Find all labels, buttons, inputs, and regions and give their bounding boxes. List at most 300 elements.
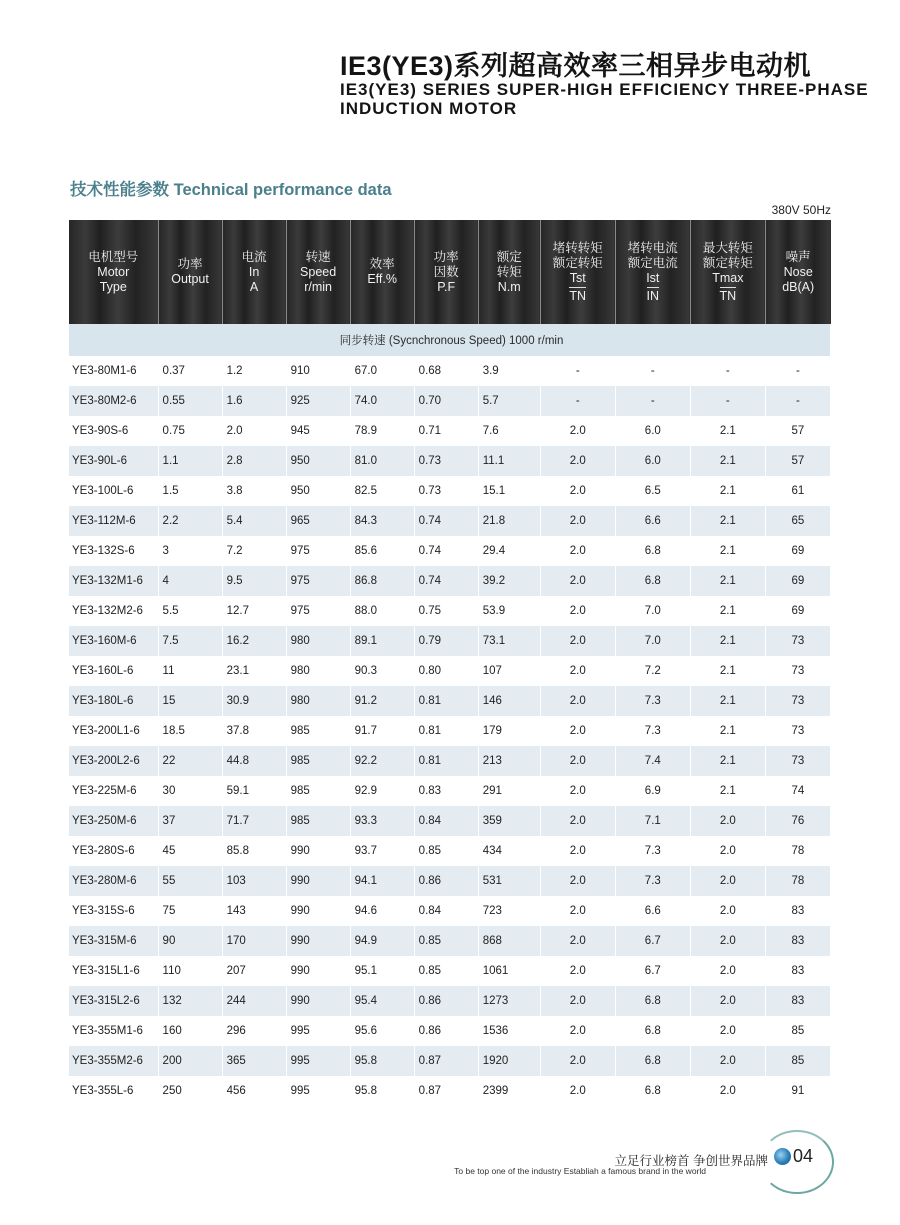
table-cell: 2.1 — [690, 596, 765, 626]
table-cell: 83 — [765, 956, 830, 986]
header-line: Tst — [569, 270, 586, 285]
header-line: 额定 — [496, 249, 522, 264]
table-cell: 2.1 — [690, 446, 765, 476]
table-cell: 61 — [765, 476, 830, 506]
table-cell: 1061 — [478, 956, 540, 986]
table-cell: YE3-80M1-6 — [69, 356, 158, 386]
header-line: 电流 — [241, 249, 267, 264]
table-cell: 2.1 — [690, 776, 765, 806]
table-row — [69, 896, 831, 926]
table-cell: 78 — [765, 866, 830, 896]
table-row — [69, 536, 831, 566]
table-cell: YE3-90L-6 — [69, 446, 158, 476]
header-cell — [158, 220, 222, 324]
table-cell: YE3-200L2-6 — [69, 746, 158, 776]
table-cell: YE3-132S-6 — [69, 536, 158, 566]
table-cell: 2.2 — [158, 506, 222, 536]
table-cell: YE3-250M-6 — [69, 806, 158, 836]
table-cell: YE3-280S-6 — [69, 836, 158, 866]
table-cell: 6.8 — [615, 1016, 690, 1046]
table-row — [69, 1016, 831, 1046]
table-cell: 975 — [286, 596, 350, 626]
table-cell: 75 — [158, 896, 222, 926]
table-cell: 213 — [478, 746, 540, 776]
table-cell: 7.0 — [615, 626, 690, 656]
table-cell: 990 — [286, 836, 350, 866]
table-cell: 2.0 — [690, 896, 765, 926]
header-line: 噪声 — [785, 249, 811, 264]
table-cell: 2.1 — [690, 476, 765, 506]
table-cell: 15.1 — [478, 476, 540, 506]
table-cell: YE3-280M-6 — [69, 866, 158, 896]
header-line: 最大转矩 — [702, 240, 753, 255]
table-cell: 11.1 — [478, 446, 540, 476]
header-cell — [478, 220, 540, 324]
table-cell: 1.5 — [158, 476, 222, 506]
table-cell: 995 — [286, 1046, 350, 1076]
table-cell: 2.0 — [690, 1016, 765, 1046]
table-cell: 7.5 — [158, 626, 222, 656]
table-cell: 1.1 — [158, 446, 222, 476]
table-cell: 0.75 — [158, 416, 222, 446]
table-cell: 6.8 — [615, 986, 690, 1016]
table-cell: 868 — [478, 926, 540, 956]
table-cell: 1.2 — [222, 356, 286, 386]
performance-table — [69, 220, 831, 1106]
table-cell: 359 — [478, 806, 540, 836]
header-line: r/min — [304, 279, 333, 294]
table-cell: 92.9 — [350, 776, 414, 806]
table-cell: 5.4 — [222, 506, 286, 536]
table-row — [69, 776, 831, 806]
table-cell: 2.0 — [690, 1046, 765, 1076]
table-cell: 71.7 — [222, 806, 286, 836]
header-line: 堵转转矩 — [552, 240, 603, 255]
table-cell: 3 — [158, 536, 222, 566]
table-cell: 0.80 — [414, 656, 478, 686]
table-cell: 110 — [158, 956, 222, 986]
table-cell: 2.0 — [540, 776, 615, 806]
table-cell: 95.1 — [350, 956, 414, 986]
table-cell: 0.81 — [414, 746, 478, 776]
table-cell: - — [615, 356, 690, 386]
table-cell: YE3-315L2-6 — [69, 986, 158, 1016]
table-cell: 69 — [765, 536, 830, 566]
table-cell: 22 — [158, 746, 222, 776]
header-line: Speed — [300, 264, 337, 279]
table-cell: 990 — [286, 866, 350, 896]
sync-speed-label: 同步转速 (Sycnchronous Speed) 1000 r/min — [69, 324, 831, 356]
table-cell: 2.1 — [690, 656, 765, 686]
table-cell: 910 — [286, 356, 350, 386]
table-cell: YE3-90S-6 — [69, 416, 158, 446]
table-cell: 85.6 — [350, 536, 414, 566]
table-cell: YE3-80M2-6 — [69, 386, 158, 416]
table-cell: 2.0 — [690, 986, 765, 1016]
table-cell: 45 — [158, 836, 222, 866]
header-cell — [414, 220, 478, 324]
table-row — [69, 956, 831, 986]
header-line: 功率 — [177, 257, 203, 271]
table-cell: 0.85 — [414, 956, 478, 986]
table-cell: 925 — [286, 386, 350, 416]
table-cell: 95.4 — [350, 986, 414, 1016]
table-cell: 975 — [286, 536, 350, 566]
table-row — [69, 566, 831, 596]
table-cell: 531 — [478, 866, 540, 896]
table-row — [69, 806, 831, 836]
header-line: Eff.% — [367, 272, 397, 286]
table-cell: 94.6 — [350, 896, 414, 926]
table-cell: 78 — [765, 836, 830, 866]
table-cell: 7.1 — [615, 806, 690, 836]
table-cell: 89.1 — [350, 626, 414, 656]
header-line: N.m — [497, 279, 521, 294]
table-cell: 91.7 — [350, 716, 414, 746]
table-cell: 78.9 — [350, 416, 414, 446]
table-cell: 59.1 — [222, 776, 286, 806]
table-row — [69, 356, 831, 386]
footer-slogan-cn: 立足行业榜首 争创世界品牌 — [614, 1154, 768, 1168]
table-row — [69, 866, 831, 896]
table-cell: 69 — [765, 596, 830, 626]
table-cell: 90.3 — [350, 656, 414, 686]
table-cell: 179 — [478, 716, 540, 746]
table-cell: YE3-315M-6 — [69, 926, 158, 956]
header-line: 转矩 — [496, 264, 522, 279]
table-cell: 2.0 — [540, 1076, 615, 1106]
table-cell: 2.1 — [690, 536, 765, 566]
table-row — [69, 926, 831, 956]
table-cell: 2.1 — [690, 746, 765, 776]
table-cell: 2.0 — [540, 686, 615, 716]
table-cell: 73 — [765, 746, 830, 776]
table-cell: 30.9 — [222, 686, 286, 716]
table-cell: 82.5 — [350, 476, 414, 506]
table-cell: 7.6 — [478, 416, 540, 446]
table-row — [69, 1076, 831, 1106]
table-cell: 2.0 — [540, 656, 615, 686]
header-cell — [69, 220, 158, 324]
table-cell: 995 — [286, 1016, 350, 1046]
table-cell: 0.81 — [414, 686, 478, 716]
table-cell: 1536 — [478, 1016, 540, 1046]
table-cell: 2.0 — [540, 596, 615, 626]
header-cell — [286, 220, 350, 324]
table-cell: 2.1 — [690, 716, 765, 746]
header-cell — [350, 220, 414, 324]
table-cell: 29.4 — [478, 536, 540, 566]
table-cell: 7.3 — [615, 686, 690, 716]
table-cell: 1920 — [478, 1046, 540, 1076]
header-line: Motor — [97, 264, 130, 279]
table-row — [69, 476, 831, 506]
table-cell: 83 — [765, 926, 830, 956]
table-cell: 0.87 — [414, 1046, 478, 1076]
table-cell: 2.0 — [540, 1046, 615, 1076]
table-cell: 7.2 — [615, 656, 690, 686]
table-cell: - — [690, 356, 765, 386]
table-row — [69, 416, 831, 446]
table-cell: 7.3 — [615, 866, 690, 896]
header-line: 因数 — [433, 264, 459, 279]
table-cell: 0.71 — [414, 416, 478, 446]
header-line: 额定电流 — [627, 255, 678, 270]
table-cell: 83 — [765, 896, 830, 926]
table-cell: 365 — [222, 1046, 286, 1076]
table-cell: 456 — [222, 1076, 286, 1106]
table-cell: 95.8 — [350, 1046, 414, 1076]
header-line: 额定转矩 — [702, 255, 753, 270]
table-cell: 55 — [158, 866, 222, 896]
table-cell: 2.0 — [690, 1076, 765, 1106]
table-cell: 990 — [286, 986, 350, 1016]
table-cell: 2.0 — [540, 806, 615, 836]
table-cell: 0.37 — [158, 356, 222, 386]
header-cell — [690, 220, 765, 324]
table-cell: 74 — [765, 776, 830, 806]
table-cell: 980 — [286, 626, 350, 656]
table-cell: 0.86 — [414, 866, 478, 896]
table-cell: 93.7 — [350, 836, 414, 866]
table-cell: 723 — [478, 896, 540, 926]
table-cell: 6.8 — [615, 1076, 690, 1106]
table-cell: 985 — [286, 776, 350, 806]
header-line: 转速 — [305, 249, 331, 264]
table-cell: 1.6 — [222, 386, 286, 416]
sync-speed-row — [69, 324, 831, 356]
table-cell: YE3-160L-6 — [69, 656, 158, 686]
header-line: Nose — [783, 264, 813, 279]
header-line: Output — [171, 272, 209, 286]
table-cell: 0.79 — [414, 626, 478, 656]
table-cell: 16.2 — [222, 626, 286, 656]
table-cell: 6.7 — [615, 956, 690, 986]
table-cell: 2.1 — [690, 506, 765, 536]
table-cell: 0.86 — [414, 1016, 478, 1046]
table-row — [69, 656, 831, 686]
table-cell: 296 — [222, 1016, 286, 1046]
table-cell: 30 — [158, 776, 222, 806]
table-row — [69, 626, 831, 656]
table-cell: 0.75 — [414, 596, 478, 626]
header-line: A — [249, 279, 259, 294]
table-cell: 85.8 — [222, 836, 286, 866]
table-cell: 95.6 — [350, 1016, 414, 1046]
table-cell: 85 — [765, 1046, 830, 1076]
table-cell: - — [765, 386, 830, 416]
section-title: 技术性能参数 Technical performance data — [70, 181, 392, 199]
table-cell: 990 — [286, 926, 350, 956]
table-cell: 995 — [286, 1076, 350, 1106]
table-cell: YE3-315S-6 — [69, 896, 158, 926]
table-row — [69, 836, 831, 866]
table-cell: 160 — [158, 1016, 222, 1046]
table-cell: 57 — [765, 446, 830, 476]
header-line: 电机型号 — [88, 249, 139, 264]
table-row — [69, 446, 831, 476]
header-line: 堵转电流 — [627, 240, 678, 255]
table-cell: 107 — [478, 656, 540, 686]
table-cell: 985 — [286, 716, 350, 746]
table-cell: 5.7 — [478, 386, 540, 416]
table-cell: 0.84 — [414, 896, 478, 926]
footer-slogan-en: To be top one of the industry Establiah a famous brand in the world — [454, 1166, 706, 1176]
table-cell: 146 — [478, 686, 540, 716]
table-row — [69, 686, 831, 716]
table-cell: 37 — [158, 806, 222, 836]
table-cell: 0.55 — [158, 386, 222, 416]
table-cell: 18.5 — [158, 716, 222, 746]
table-cell: 2.0 — [690, 836, 765, 866]
table-cell: 7.0 — [615, 596, 690, 626]
table-cell: 91.2 — [350, 686, 414, 716]
table-cell: 2.0 — [540, 746, 615, 776]
table-cell: 0.87 — [414, 1076, 478, 1106]
table-cell: 6.8 — [615, 1046, 690, 1076]
table-cell: 4 — [158, 566, 222, 596]
table-cell: 2.0 — [540, 926, 615, 956]
table-row — [69, 986, 831, 1016]
table-cell: 244 — [222, 986, 286, 1016]
table-cell: YE3-180L-6 — [69, 686, 158, 716]
table-cell: 73 — [765, 686, 830, 716]
table-cell: 2.0 — [540, 866, 615, 896]
table-cell: 950 — [286, 476, 350, 506]
table-cell: 143 — [222, 896, 286, 926]
table-cell: 2.0 — [690, 806, 765, 836]
table-cell: 84.3 — [350, 506, 414, 536]
table-cell: 0.70 — [414, 386, 478, 416]
table-cell: 0.85 — [414, 926, 478, 956]
table-cell: 250 — [158, 1076, 222, 1106]
header-line: 功率 — [433, 249, 459, 264]
table-cell: 6.5 — [615, 476, 690, 506]
table-cell: 69 — [765, 566, 830, 596]
table-cell: 2.0 — [540, 416, 615, 446]
table-cell: 6.8 — [615, 566, 690, 596]
page-number: 04 — [793, 1146, 814, 1166]
table-cell: 23.1 — [222, 656, 286, 686]
table-cell: 44.8 — [222, 746, 286, 776]
table-cell: 92.2 — [350, 746, 414, 776]
table-row — [69, 596, 831, 626]
table-cell: 6.9 — [615, 776, 690, 806]
table-cell: 39.2 — [478, 566, 540, 596]
table-cell: 94.1 — [350, 866, 414, 896]
table-cell: 985 — [286, 746, 350, 776]
table-cell: 434 — [478, 836, 540, 866]
table-cell: 6.6 — [615, 896, 690, 926]
table-cell: 6.6 — [615, 506, 690, 536]
table-cell: 2.1 — [690, 686, 765, 716]
table-cell: 990 — [286, 896, 350, 926]
table-cell: 0.85 — [414, 836, 478, 866]
table-cell: 1273 — [478, 986, 540, 1016]
table-cell: 67.0 — [350, 356, 414, 386]
header-line: 额定转矩 — [552, 255, 603, 270]
table-cell: 15 — [158, 686, 222, 716]
table-cell: 7.2 — [222, 536, 286, 566]
table-cell: 132 — [158, 986, 222, 1016]
table-cell: 2.0 — [540, 446, 615, 476]
table-cell: 2.0 — [690, 926, 765, 956]
table-cell: 0.74 — [414, 536, 478, 566]
table-cell: 74.0 — [350, 386, 414, 416]
table-cell: 91 — [765, 1076, 830, 1106]
table-cell: 207 — [222, 956, 286, 986]
table-cell: 2.1 — [690, 416, 765, 446]
table-cell: 83 — [765, 986, 830, 1016]
table-cell: 2.0 — [540, 896, 615, 926]
table-row — [69, 746, 831, 776]
table-cell: 0.74 — [414, 566, 478, 596]
header-cell — [615, 220, 690, 324]
table-cell: 9.5 — [222, 566, 286, 596]
table-cell: 200 — [158, 1046, 222, 1076]
table-cell: 103 — [222, 866, 286, 896]
table-cell: 81.0 — [350, 446, 414, 476]
table-cell: 3.9 — [478, 356, 540, 386]
table-cell: 57 — [765, 416, 830, 446]
header-line: In — [248, 264, 260, 279]
table-cell: 2.0 — [540, 566, 615, 596]
table-cell: YE3-225M-6 — [69, 776, 158, 806]
table-cell: 0.81 — [414, 716, 478, 746]
table-cell: 2.0 — [540, 956, 615, 986]
header-line: dB(A) — [782, 279, 815, 294]
table-cell: 2399 — [478, 1076, 540, 1106]
table-cell: - — [690, 386, 765, 416]
table-cell: 7.3 — [615, 716, 690, 746]
table-row — [69, 716, 831, 746]
table-cell: 2.0 — [540, 836, 615, 866]
globe-icon — [774, 1148, 791, 1165]
table-cell: 94.9 — [350, 926, 414, 956]
table-cell: 76 — [765, 806, 830, 836]
table-cell: 2.0 — [222, 416, 286, 446]
table-cell: 73 — [765, 656, 830, 686]
table-cell: 90 — [158, 926, 222, 956]
table-cell: 291 — [478, 776, 540, 806]
table-cell: YE3-132M1-6 — [69, 566, 158, 596]
table-cell: 0.86 — [414, 986, 478, 1016]
table-cell: 0.68 — [414, 356, 478, 386]
table-cell: - — [765, 356, 830, 386]
table-cell: YE3-200L1-6 — [69, 716, 158, 746]
header-line: TN — [719, 288, 737, 303]
table-cell: 985 — [286, 806, 350, 836]
table-cell: YE3-100L-6 — [69, 476, 158, 506]
table-cell: 65 — [765, 506, 830, 536]
table-row — [69, 386, 831, 416]
table-cell: 2.0 — [540, 1016, 615, 1046]
table-cell: 85 — [765, 1016, 830, 1046]
table-cell: 2.0 — [540, 716, 615, 746]
table-header-row — [69, 220, 831, 324]
table-cell: 73 — [765, 626, 830, 656]
table-cell: - — [540, 356, 615, 386]
header-line: Tmax — [712, 270, 744, 285]
table-cell: - — [615, 386, 690, 416]
header-cell — [765, 220, 830, 324]
voltage-frequency-spec: 380V 50Hz — [771, 203, 831, 217]
table-cell: 980 — [286, 686, 350, 716]
table-cell: 7.4 — [615, 746, 690, 776]
table-cell: 93.3 — [350, 806, 414, 836]
table-cell: 2.0 — [540, 626, 615, 656]
table-cell: 965 — [286, 506, 350, 536]
